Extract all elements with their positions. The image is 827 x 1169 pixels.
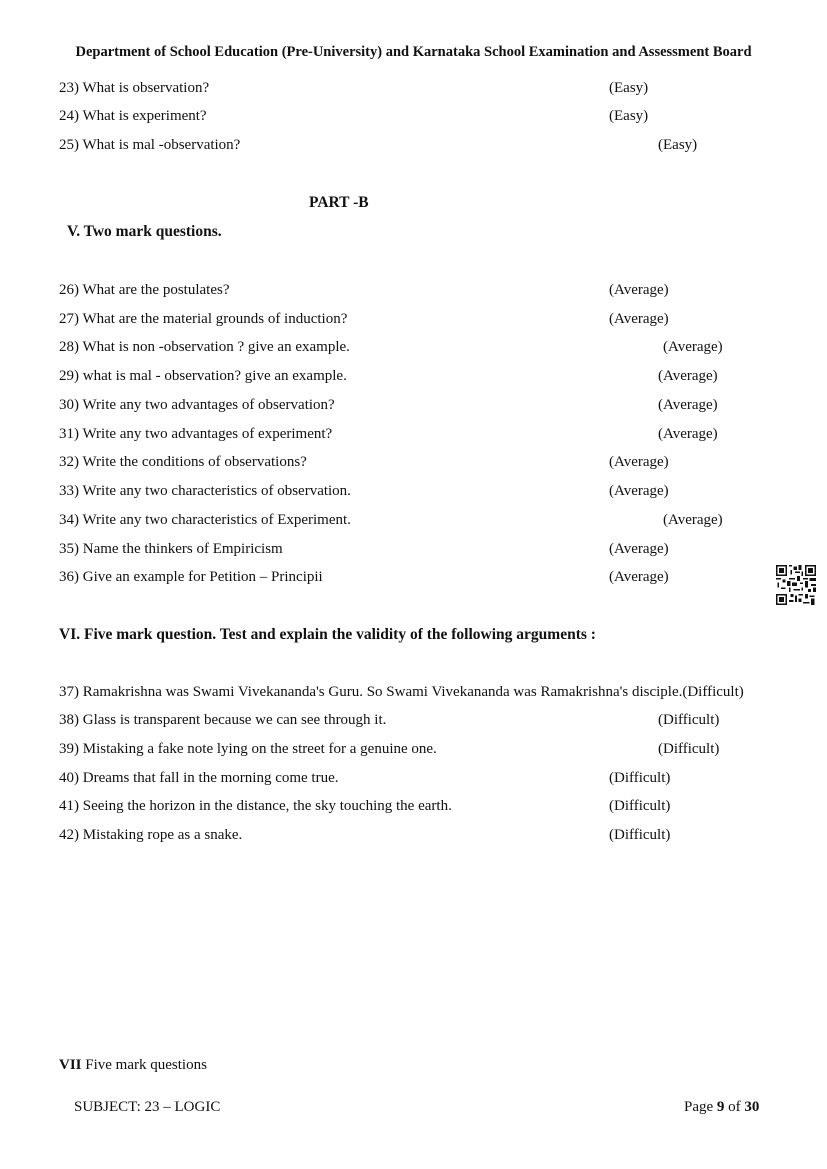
question-37 bbox=[59, 684, 744, 701]
difficulty-25: (Easy) bbox=[658, 137, 698, 153]
difficulty-35: (Average) bbox=[609, 541, 669, 557]
difficulty-37: (Difficult) bbox=[682, 684, 744, 700]
footer-page-number bbox=[684, 1099, 759, 1116]
page-total: 30 bbox=[744, 1099, 760, 1115]
difficulty-40: (Difficult) bbox=[609, 770, 671, 786]
section-vii-number: VII bbox=[59, 1057, 82, 1073]
question-37-text: 37) Ramakrishna was Swami Vivekananda's Guru. So Swami Vivekananda was Ramakrishna's disciple. bbox=[59, 684, 683, 700]
difficulty-24: (Easy) bbox=[609, 108, 649, 124]
difficulty-32: (Average) bbox=[609, 454, 669, 470]
question-23: 23) What is observation? bbox=[59, 80, 210, 96]
difficulty-41: (Difficult) bbox=[609, 798, 671, 814]
difficulty-42: (Difficult) bbox=[609, 827, 671, 843]
question-34: 34) Write any two characteristics of Experiment. bbox=[59, 512, 351, 528]
section-vii-title: Five mark questions bbox=[81, 1057, 207, 1073]
difficulty-33: (Average) bbox=[609, 483, 669, 499]
question-38: 38) Glass is transparent because we can see through it. bbox=[59, 712, 387, 728]
page-current: 9 bbox=[716, 1099, 725, 1115]
question-28: 28) What is non -observation ? give an example. bbox=[59, 339, 350, 355]
question-26: 26) What are the postulates? bbox=[59, 282, 230, 298]
page-header: Department of School Education (Pre-University) and Karnataka School Examination and Assessment Board bbox=[75, 44, 752, 60]
difficulty-39: (Difficult) bbox=[658, 741, 720, 757]
question-29: 29) what is mal - observation? give an example. bbox=[59, 368, 347, 384]
difficulty-38: (Difficult) bbox=[658, 712, 720, 728]
question-31: 31) Write any two advantages of experiment? bbox=[59, 426, 333, 442]
difficulty-29: (Average) bbox=[658, 368, 718, 384]
page-of: of bbox=[724, 1099, 745, 1115]
difficulty-36: (Average) bbox=[609, 569, 669, 585]
section-vi-heading: VI. Five mark question. Test and explain the validity of the following arguments : bbox=[59, 626, 596, 643]
question-32: 32) Write the conditions of observations? bbox=[59, 454, 307, 470]
question-39: 39) Mistaking a fake note lying on the street for a genuine one. bbox=[59, 741, 437, 757]
question-41: 41) Seeing the horizon in the distance, the sky touching the earth. bbox=[59, 798, 452, 814]
difficulty-31: (Average) bbox=[658, 426, 718, 442]
footer-subject: SUBJECT: 23 – LOGIC bbox=[74, 1099, 221, 1115]
difficulty-28: (Average) bbox=[663, 339, 723, 355]
difficulty-26: (Average) bbox=[609, 282, 669, 298]
part-b-heading: PART -B bbox=[309, 194, 369, 211]
question-30: 30) Write any two advantages of observation? bbox=[59, 397, 335, 413]
difficulty-23: (Easy) bbox=[609, 80, 649, 96]
question-36: 36) Give an example for Petition – Principii bbox=[59, 569, 323, 585]
difficulty-34: (Average) bbox=[663, 512, 723, 528]
section-v-heading: V. Two mark questions. bbox=[67, 223, 222, 240]
difficulty-30: (Average) bbox=[658, 397, 718, 413]
question-25: 25) What is mal -observation? bbox=[59, 137, 241, 153]
question-24: 24) What is experiment? bbox=[59, 108, 207, 124]
question-27: 27) What are the material grounds of induction? bbox=[59, 311, 348, 327]
question-42: 42) Mistaking rope as a snake. bbox=[59, 827, 243, 843]
question-33: 33) Write any two characteristics of observation. bbox=[59, 483, 351, 499]
qr-code-icon bbox=[776, 565, 816, 605]
section-vii-heading bbox=[59, 1057, 207, 1074]
page-prefix: Page bbox=[684, 1099, 717, 1115]
difficulty-27: (Average) bbox=[609, 311, 669, 327]
question-35: 35) Name the thinkers of Empiricism bbox=[59, 541, 283, 557]
question-40: 40) Dreams that fall in the morning come true. bbox=[59, 770, 339, 786]
